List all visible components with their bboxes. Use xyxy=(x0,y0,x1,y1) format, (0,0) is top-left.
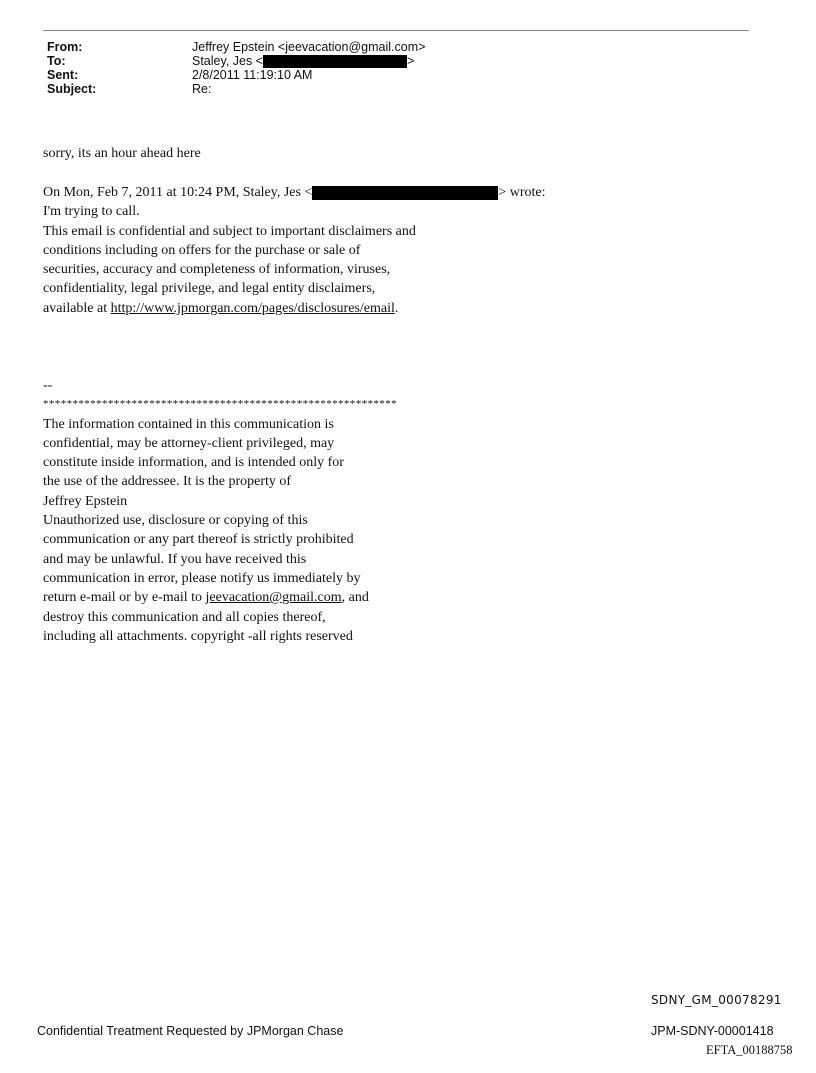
redaction-box xyxy=(263,55,407,68)
signature-line: constitute inside information, and is intended only for xyxy=(43,455,344,471)
quoted-intro xyxy=(43,183,546,202)
signature-line: destroy this communication and all copies thereof, xyxy=(43,609,326,625)
quoted-intro-suffix: > wrote: xyxy=(498,185,546,200)
sent-label: Sent: xyxy=(47,68,79,82)
disclaimer-line: This email is confidential and subject to important disclaimers and xyxy=(43,223,416,239)
signature-dashes: -- xyxy=(43,378,53,393)
signature-email-suffix: , and xyxy=(341,590,369,606)
signature-line: Jeffrey Epstein xyxy=(43,493,128,509)
signature-line: communication in error, please notify us immediately by xyxy=(43,570,361,586)
reply-body xyxy=(43,144,201,163)
email-link[interactable]: jeevacation@gmail.com xyxy=(205,590,342,606)
efta-number: EFTA_00188758 xyxy=(706,1043,793,1057)
to-value xyxy=(192,54,414,68)
quoted-message xyxy=(43,183,546,318)
redaction-box xyxy=(312,186,498,200)
sent-value: 2/8/2011 11:19:10 AM xyxy=(192,68,313,82)
sent-row xyxy=(47,68,425,82)
sdny-bates-stamp: SDNY_GM_00078291 xyxy=(651,993,782,1007)
jpm-bates-number: JPM-SDNY-00001418 xyxy=(651,1024,774,1038)
disclaimer-line: conditions including on offers for the purchase or sale of xyxy=(43,242,361,258)
subject-value: Re: xyxy=(192,82,212,96)
quoted-line: I'm trying to call. xyxy=(43,204,140,220)
reply-line: sorry, its an hour ahead here xyxy=(43,146,201,161)
subject-label: Subject: xyxy=(47,82,97,96)
quoted-intro-prefix: On Mon, Feb 7, 2011 at 10:24 PM, Staley, Jes < xyxy=(43,185,313,200)
header-divider xyxy=(43,30,749,31)
signature-line: confidential, may be attorney-client privileged, may xyxy=(43,435,335,451)
confidential-footer: Confidential Treatment Requested by JPMorgan Chase xyxy=(37,1024,344,1038)
to-value-prefix: Staley, Jes < xyxy=(192,54,263,68)
disclaimer-line: securities, accuracy and completeness of information, viruses, xyxy=(43,262,391,278)
signature-line: the use of the addressee. It is the property of xyxy=(43,474,292,490)
signature-email-line xyxy=(43,588,397,607)
signature-stars: ************************************************************ xyxy=(43,398,397,411)
signature-line: The information contained in this communication is xyxy=(43,416,334,432)
to-row xyxy=(47,54,425,68)
signature-line: including all attachments. copyright -all rights reserved xyxy=(43,628,353,644)
disclosures-link[interactable]: http://www.jpmorgan.com/pages/disclosures/email xyxy=(110,300,395,316)
from-value: Jeffrey Epstein <jeevacation@gmail.com> xyxy=(192,40,426,54)
to-label: To: xyxy=(47,54,66,68)
email-header xyxy=(47,40,425,96)
signature-email-prefix: return e-mail or by e-mail to xyxy=(43,590,202,606)
subject-row xyxy=(47,82,425,96)
signature-block xyxy=(43,376,397,646)
signature-line: communication or any part thereof is strictly prohibited xyxy=(43,532,354,548)
from-label: From: xyxy=(47,40,83,54)
disclaimer-line: confidentiality, legal privilege, and legal entity disclaimers, xyxy=(43,281,376,297)
to-value-suffix: > xyxy=(406,54,415,68)
disclaimer-last-line xyxy=(43,299,546,318)
signature-line: and may be unlawful. If you have received this xyxy=(43,551,307,567)
from-row xyxy=(47,40,425,54)
disclaimer-last-suffix: . xyxy=(394,300,399,316)
disclaimer-last-prefix: available at xyxy=(43,300,108,316)
signature-line: Unauthorized use, disclosure or copying of this xyxy=(43,513,308,529)
